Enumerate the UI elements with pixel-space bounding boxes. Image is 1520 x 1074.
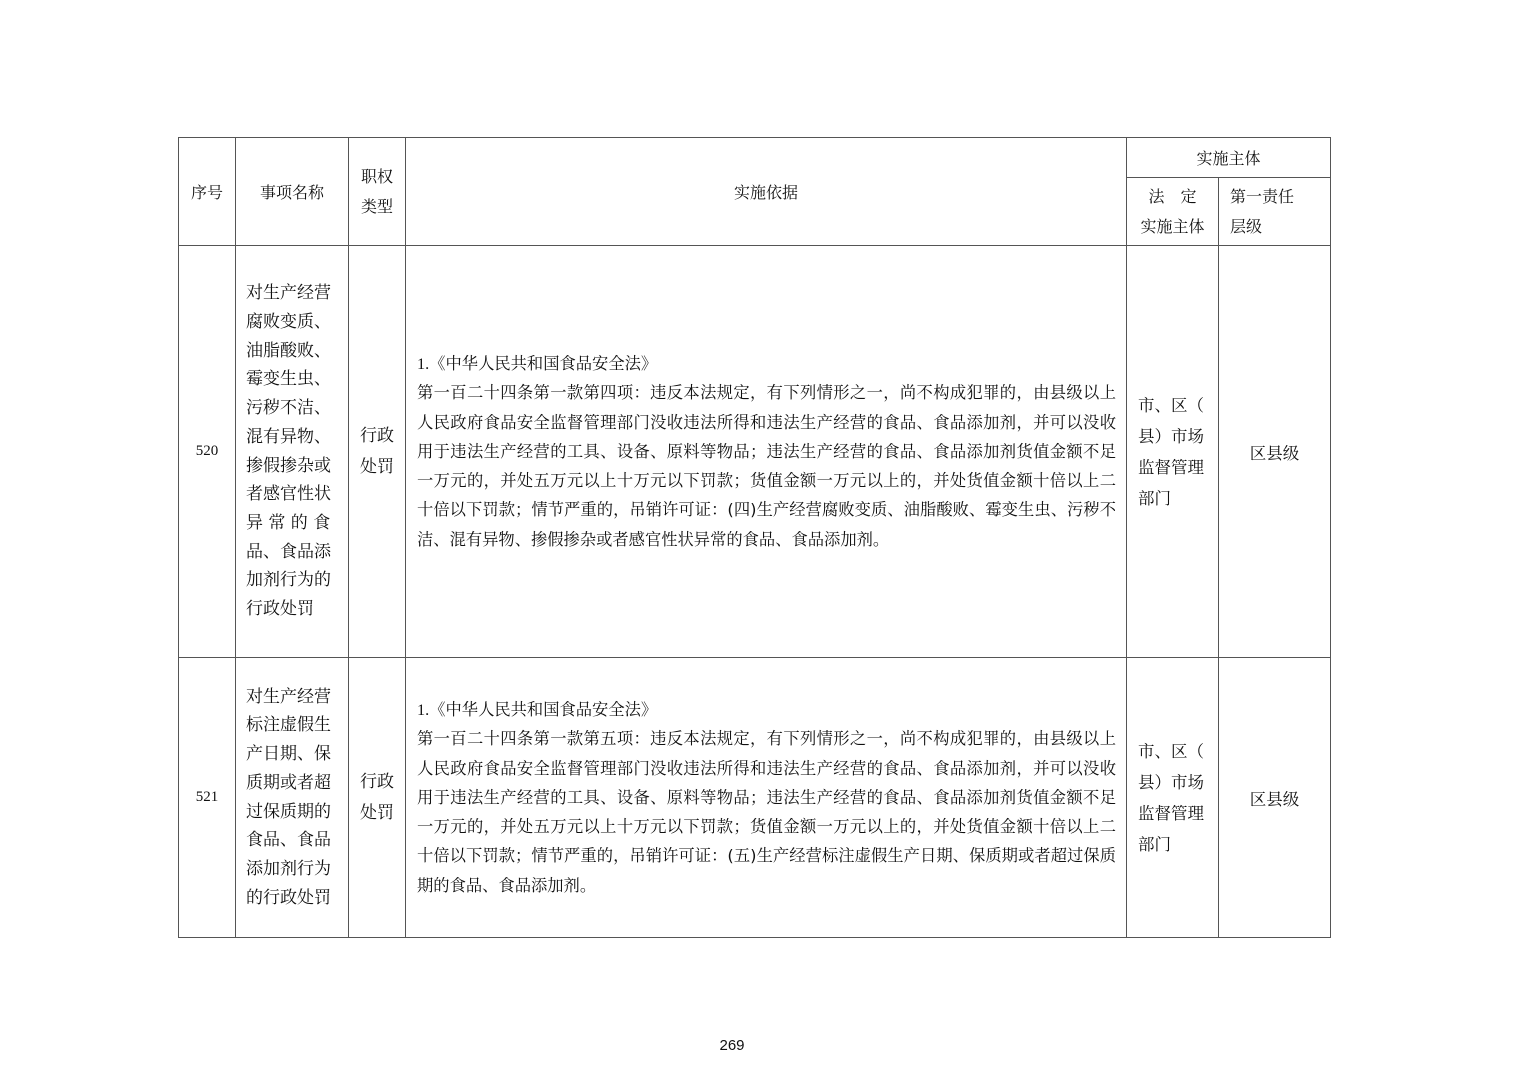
law-article-text: 第一百二十四条第一款第四项：违反本法规定，有下列情形之一，尚不构成犯罪的，由县级以上人民政府食品安全监督管理部门没收违法所得和违法生产经营的食品、食品添加剂，并可以没收用于违法生产经营的工具、设备、原料等物品；违法生产经营的食品、食品添加剂货值金额不足一万元的，并处五万元以上十万元以下罚款；货值金额一万元以上的，并处货值金额十倍以上二十倍以下罚款；情节严重的，吊销许可证：(四)生产经营腐败变质、油脂酸败、霉变生虫、污秽不洁、混有异物、掺假掺杂或者感官性状异常的食品、食品添加剂。 (417, 383, 1116, 549)
table-row (179, 246, 1331, 658)
page-number: 269 (719, 1037, 745, 1054)
law-title: 《中华人民共和国食品安全法》 (429, 354, 658, 374)
law-reference (417, 349, 1116, 378)
law-reference (417, 695, 1116, 724)
header-first-level: 第一责任 层级 (1219, 178, 1331, 246)
header-subject-group: 实施主体 (1127, 138, 1331, 178)
row-seq: 520 (179, 246, 236, 658)
row-authority-type: 行政 处罚 (349, 246, 406, 658)
row-authority-type: 行政 处罚 (349, 658, 406, 938)
header-seq: 序号 (179, 138, 236, 246)
row-legal-subject: 市、区（ 县）市场 监督管理 部门 (1127, 246, 1219, 658)
row-basis (406, 246, 1127, 658)
row-first-level: 区县级 (1219, 658, 1331, 938)
row-item-name: 对生产经营 腐败变质、 油脂酸败、 霉变生虫、 污秽不洁、 混有异物、 掺假掺杂或 者感官性状 异 常 的 食 品、食品添 加剂行为的 行政处罚 (236, 246, 349, 658)
law-number: 1. (417, 700, 430, 720)
table-row (179, 658, 1331, 938)
power-list-table (178, 137, 1331, 938)
row-seq: 521 (179, 658, 236, 938)
header-item-name: 事项名称 (236, 138, 349, 246)
row-item-name: 对生产经营 标注虚假生 产日期、保 质期或者超 过保质期的 食品、食品 添加剂行为 的行政处罚 (236, 658, 349, 938)
header-authority-type: 职权 类型 (349, 138, 406, 246)
law-number: 1. (417, 354, 430, 374)
law-title: 《中华人民共和国食品安全法》 (429, 700, 658, 720)
row-legal-subject: 市、区（ 县）市场 监督管理 部门 (1127, 658, 1219, 938)
law-article-text: 第一百二十四条第一款第五项：违反本法规定，有下列情形之一，尚不构成犯罪的，由县级以上人民政府食品安全监督管理部门没收违法所得和违法生产经营的食品、食品添加剂，并可以没收用于违法生产经营的工具、设备、原料等物品；违法生产经营的食品、食品添加剂货值金额不足一万元的，并处五万元以上十万元以下罚款；货值金额一万元以上的，并处货值金额十倍以上二十倍以下罚款；情节严重的，吊销许可证：(五)生产经营标注虚假生产日期、保质期或者超过保质期的食品、食品添加剂。 (417, 729, 1116, 895)
row-first-level: 区县级 (1219, 246, 1331, 658)
row-basis (406, 658, 1127, 938)
header-legal-subject: 法 定 实施主体 (1127, 178, 1219, 246)
header-basis: 实施依据 (406, 138, 1127, 246)
